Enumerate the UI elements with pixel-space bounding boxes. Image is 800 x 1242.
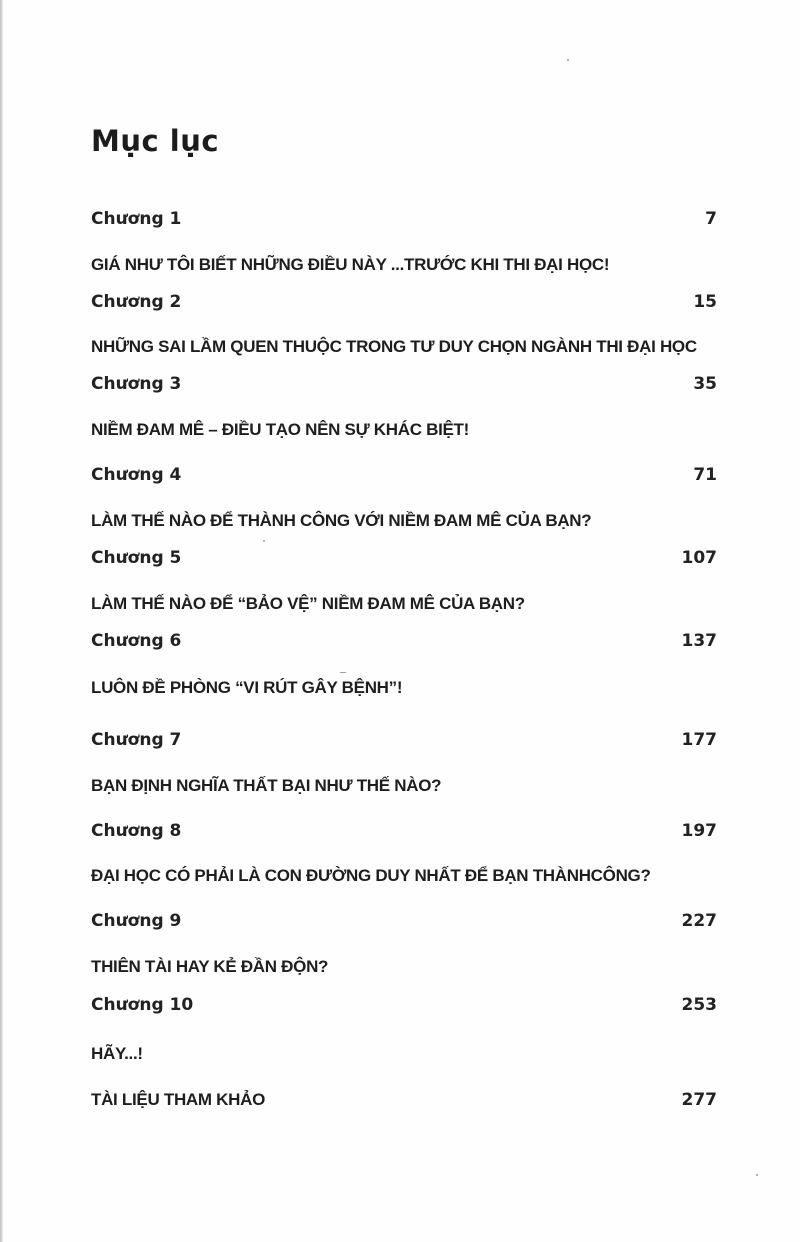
toc-entry-chapter-10[interactable] [91, 995, 717, 1015]
chapter-subtitle: NHỮNG SAI LẦM QUEN THUỘC TRONG TƯ DUY CHỌN NGÀNH THI ĐẠI HỌC [91, 337, 697, 356]
chapter-page-number: 7 [705, 209, 717, 229]
chapter-subtitle: GIÁ NHƯ TÔI BIẾT NHỮNG ĐIỀU NÀY ...TRƯỚC KHI THI ĐẠI HỌC! [91, 255, 610, 274]
chapter-subtitle: LÀM THẾ NÀO ĐỂ THÀNH CÔNG VỚI NIỀM ĐAM MÊ CỦA BẠN? [91, 511, 592, 530]
toc-entry-chapter-8[interactable] [91, 821, 717, 841]
chapter-subtitle: THIÊN TÀI HAY KẺ ĐẦN ĐỘN? [91, 957, 329, 976]
toc-entry-chapter-3[interactable] [91, 374, 717, 394]
toc-entry-chapter-7[interactable] [91, 730, 717, 750]
chapter-page-number: 227 [681, 911, 717, 931]
chapter-label: Chương 3 [91, 374, 182, 394]
chapter-label: Chương 7 [91, 730, 182, 750]
chapter-label: Chương 6 [91, 631, 182, 651]
page-edge-shadow [0, 0, 3, 1242]
chapter-page-number: 197 [681, 821, 717, 841]
chapter-page-number: 15 [693, 292, 717, 312]
chapter-page-number: 137 [681, 631, 717, 651]
chapter-label: Chương 5 [91, 548, 182, 568]
chapter-page-number: 177 [681, 730, 717, 750]
scan-speck [263, 540, 265, 542]
chapter-subtitle: NIỀM ĐAM MÊ – ĐIỀU TẠO NÊN SỰ KHÁC BIỆT! [91, 420, 470, 439]
toc-entry-chapter-2[interactable] [91, 292, 717, 312]
toc-subtitle-chapter-3 [91, 420, 717, 440]
chapter-subtitle: BẠN ĐỊNH NGHĨA THẤT BẠI NHƯ THẾ NÀO? [91, 776, 442, 795]
chapter-label: Chương 2 [91, 292, 182, 312]
toc-entry-chapter-4[interactable] [91, 465, 717, 485]
page-title: Mục lục [91, 124, 220, 158]
toc-entry-references[interactable] [91, 1090, 717, 1110]
chapter-page-number: 71 [693, 465, 717, 485]
scan-speck [756, 1174, 758, 1176]
chapter-label: Chương 1 [91, 209, 182, 229]
toc-subtitle-chapter-8 [91, 866, 717, 886]
toc-entry-chapter-1[interactable] [91, 209, 717, 229]
toc-subtitle-chapter-6 [91, 678, 717, 698]
toc-subtitle-chapter-5 [91, 594, 717, 614]
toc-subtitle-chapter-10 [91, 1044, 717, 1064]
chapter-subtitle: HÃY...! [91, 1044, 143, 1063]
chapter-page-number: 107 [681, 548, 717, 568]
toc-entry-chapter-6[interactable] [91, 631, 717, 651]
chapter-subtitle: ĐẠI HỌC CÓ PHẢI LÀ CON ĐƯỜNG DUY NHẤT ĐỂ BẠN THÀNHCÔNG? [91, 866, 651, 885]
scan-speck [340, 672, 346, 673]
scan-speck [567, 59, 569, 61]
toc-subtitle-chapter-4 [91, 511, 717, 531]
references-label: TÀI LIỆU THAM KHẢO [91, 1090, 266, 1109]
toc-subtitle-chapter-7 [91, 776, 717, 796]
chapter-label: Chương 9 [91, 911, 182, 931]
chapter-page-number: 35 [693, 374, 717, 394]
toc-entry-chapter-9[interactable] [91, 911, 717, 931]
chapter-label: Chương 10 [91, 995, 194, 1015]
chapter-label: Chương 4 [91, 465, 182, 485]
toc-subtitle-chapter-9 [91, 957, 717, 977]
references-page-number: 277 [681, 1090, 717, 1110]
chapter-subtitle: LUÔN ĐỀ PHÒNG “VI RÚT GÂY BỆNH”! [91, 678, 403, 697]
toc-subtitle-chapter-1 [91, 255, 717, 275]
chapter-label: Chương 8 [91, 821, 182, 841]
toc-subtitle-chapter-2 [91, 337, 717, 357]
toc-entry-chapter-5[interactable] [91, 548, 717, 568]
chapter-page-number: 253 [681, 995, 717, 1015]
chapter-subtitle: LÀM THẾ NÀO ĐỂ “BẢO VỆ” NIỀM ĐAM MÊ CỦA BẠN? [91, 594, 525, 613]
